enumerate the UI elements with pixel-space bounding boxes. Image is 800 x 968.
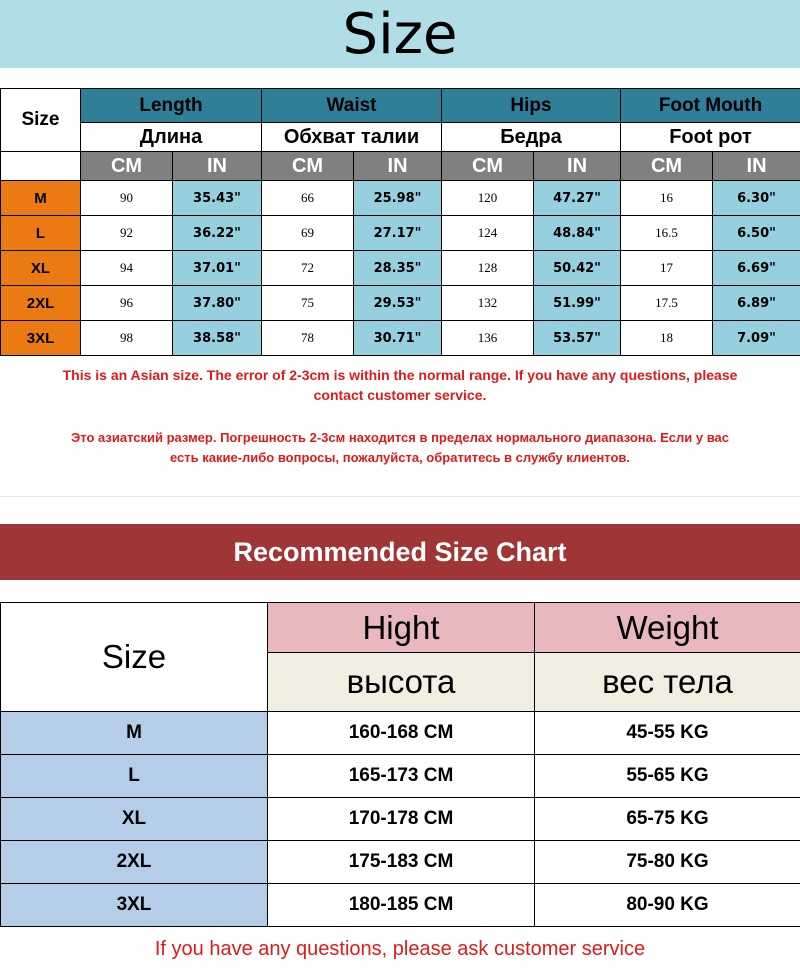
unit-cm: CM: [262, 152, 354, 181]
cell-in: 7.09": [713, 321, 800, 356]
cell-in: 36.22": [173, 216, 262, 251]
cell-in: 6.30": [713, 181, 800, 216]
size-label: 2XL: [1, 286, 81, 321]
footer-note: If you have any questions, please ask customer service: [154, 938, 646, 960]
table-row: [1, 712, 800, 755]
table-row: [1, 798, 800, 841]
size-column-header: Size: [1, 89, 81, 152]
size-label: 2XL: [1, 841, 268, 884]
size-label: 3XL: [1, 321, 81, 356]
cell-in: 48.84": [534, 216, 621, 251]
cell-in: 28.35": [354, 251, 442, 286]
cell-in: 27.17": [354, 216, 442, 251]
header-waist-ru: Обхват талии: [262, 123, 442, 152]
note-line: есть какие-либо вопросы, пожалуйста, обратитесь в службу клиентов.: [169, 450, 631, 465]
cell-cm: 69: [262, 216, 354, 251]
size-label: XL: [1, 798, 268, 841]
recommended-title: Recommended Size Chart: [233, 536, 567, 567]
cell-in: 38.58": [173, 321, 262, 356]
cell-cm: 18: [621, 321, 713, 356]
header-waist: Waist: [262, 89, 442, 123]
header-foot-mouth: Foot Mouth: [621, 89, 800, 123]
header-length: Length: [81, 89, 262, 123]
note-line: This is an Asian size. The error of 2-3cm is within the normal range. If you have any questions, please: [62, 367, 738, 383]
cell-cm: 94: [81, 251, 173, 286]
cell-cm: 17.5: [621, 286, 713, 321]
cell-in: 50.42": [534, 251, 621, 286]
table-row: [1, 251, 800, 286]
weight-cell: 75-80 KG: [535, 841, 800, 884]
size-label: XL: [1, 251, 81, 286]
size-label: M: [1, 712, 268, 755]
cell-cm: 66: [262, 181, 354, 216]
height-cell: 160-168 CM: [268, 712, 535, 755]
unit-in: IN: [173, 152, 262, 181]
cell-in: 6.50": [713, 216, 800, 251]
size-label: L: [1, 216, 81, 251]
cell-in: 47.27": [534, 181, 621, 216]
cell-in: 51.99": [534, 286, 621, 321]
table-row: [1, 755, 800, 798]
cell-in: 37.80": [173, 286, 262, 321]
height-cell: 175-183 CM: [268, 841, 535, 884]
unit-cm: CM: [442, 152, 534, 181]
header-foot-mouth-ru: Foot рот: [621, 123, 800, 152]
note-line: Это азиатский размер. Погрешность 2-3см находится в пределах нормального диапазона. Если у вас: [71, 430, 729, 445]
cell-cm: 124: [442, 216, 534, 251]
size-table: [0, 88, 800, 356]
weight-cell: 55-65 KG: [535, 755, 800, 798]
header-length-ru: Длина: [81, 123, 262, 152]
cell-cm: 16: [621, 181, 713, 216]
asian-size-note-en: [0, 365, 800, 405]
cell-in: 37.01": [173, 251, 262, 286]
cell-cm: 92: [81, 216, 173, 251]
size-label: 3XL: [1, 884, 268, 927]
rec-size-header: Size: [1, 603, 268, 712]
unit-row-spacer: [1, 152, 81, 181]
size-banner: [0, 0, 800, 68]
size-label: M: [1, 181, 81, 216]
cell-cm: 90: [81, 181, 173, 216]
height-cell: 170-178 CM: [268, 798, 535, 841]
table-row: [1, 321, 800, 356]
cell-in: 29.53": [354, 286, 442, 321]
cell-cm: 120: [442, 181, 534, 216]
asian-size-note-ru: [0, 428, 800, 468]
table-row: [1, 286, 800, 321]
cell-cm: 136: [442, 321, 534, 356]
note-line: contact customer service.: [313, 387, 487, 403]
cell-cm: 16.5: [621, 216, 713, 251]
divider: [0, 496, 800, 497]
table-row: [1, 841, 800, 884]
recommended-size-table: [0, 602, 800, 927]
cell-in: 53.57": [534, 321, 621, 356]
height-cell: 180-185 CM: [268, 884, 535, 927]
unit-in: IN: [354, 152, 442, 181]
recommended-banner: [0, 524, 800, 580]
cell-cm: 75: [262, 286, 354, 321]
weight-cell: 65-75 KG: [535, 798, 800, 841]
size-banner-title: Size: [342, 1, 458, 67]
unit-in: IN: [534, 152, 621, 181]
weight-cell: 45-55 KG: [535, 712, 800, 755]
cell-in: 6.69": [713, 251, 800, 286]
height-cell: 165-173 CM: [268, 755, 535, 798]
size-label: L: [1, 755, 268, 798]
header-hips-ru: Бедра: [442, 123, 621, 152]
header-height-ru: высота: [268, 653, 535, 712]
cell-in: 6.89": [713, 286, 800, 321]
unit-cm: CM: [81, 152, 173, 181]
cell-cm: 132: [442, 286, 534, 321]
header-height: Hight: [268, 603, 535, 653]
cell-in: 30.71": [354, 321, 442, 356]
cell-cm: 96: [81, 286, 173, 321]
header-weight: Weight: [535, 603, 800, 653]
cell-in: 35.43": [173, 181, 262, 216]
cell-cm: 98: [81, 321, 173, 356]
header-weight-ru: вес тела: [535, 653, 800, 712]
table-row: [1, 884, 800, 927]
cell-cm: 17: [621, 251, 713, 286]
unit-in: IN: [713, 152, 800, 181]
table-row: [1, 181, 800, 216]
cell-cm: 78: [262, 321, 354, 356]
cell-cm: 72: [262, 251, 354, 286]
cell-cm: 128: [442, 251, 534, 286]
weight-cell: 80-90 KG: [535, 884, 800, 927]
table-row: [1, 216, 800, 251]
unit-cm: CM: [621, 152, 713, 181]
cell-in: 25.98": [354, 181, 442, 216]
header-hips: Hips: [442, 89, 621, 123]
